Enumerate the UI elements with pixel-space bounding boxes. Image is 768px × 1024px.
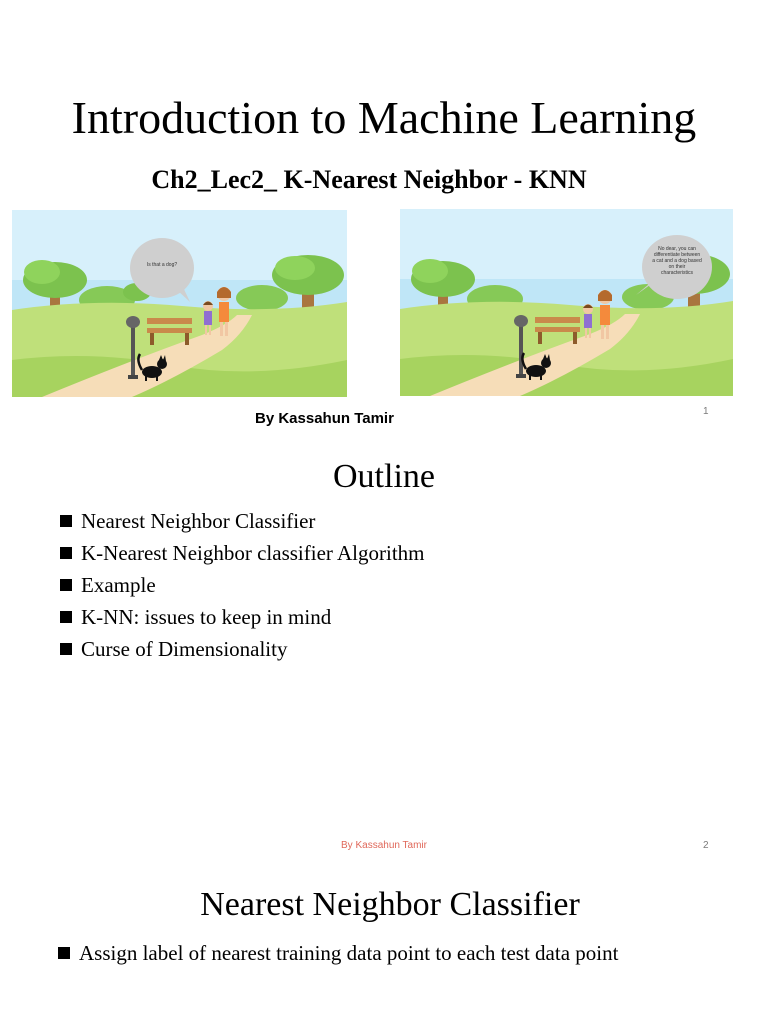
list-item: K-Nearest Neighbor classifier Algorithm (60, 537, 425, 569)
square-bullet-icon (58, 947, 70, 959)
park-illustration-right (400, 209, 733, 396)
outline-list (60, 505, 425, 665)
park-illustration-left (12, 210, 347, 397)
page-number: 1 (703, 406, 709, 417)
square-bullet-icon (60, 515, 72, 527)
outline-title: Outline (333, 458, 435, 495)
square-bullet-icon (60, 579, 72, 591)
list-item: Assign label of nearest training data point to each test data point (58, 938, 618, 968)
square-bullet-icon (60, 547, 72, 559)
page-number: 2 (703, 840, 709, 851)
slide-title: Introduction to Machine Learning (71, 92, 697, 143)
slide-footer: By Kassahun Tamir (341, 840, 427, 851)
square-bullet-icon (60, 643, 72, 655)
square-bullet-icon (60, 611, 72, 623)
speech-bubble-text: Is that a dog? (146, 262, 178, 268)
slide-subtitle: Ch2_Lec2_ K-Nearest Neighbor - KNN (151, 165, 587, 194)
list-item: Curse of Dimensionality (60, 633, 425, 665)
author-name: By Kassahun Tamir (255, 410, 394, 427)
list-item: Example (60, 569, 425, 601)
list-item: K-NN: issues to keep in mind (60, 601, 425, 633)
list-item: Nearest Neighbor Classifier (60, 505, 425, 537)
section-title: Nearest Neighbor Classifier (200, 886, 580, 923)
speech-bubble-text: No dear, you can differentiate between a cat and a dog based on their characteristics (652, 246, 702, 276)
